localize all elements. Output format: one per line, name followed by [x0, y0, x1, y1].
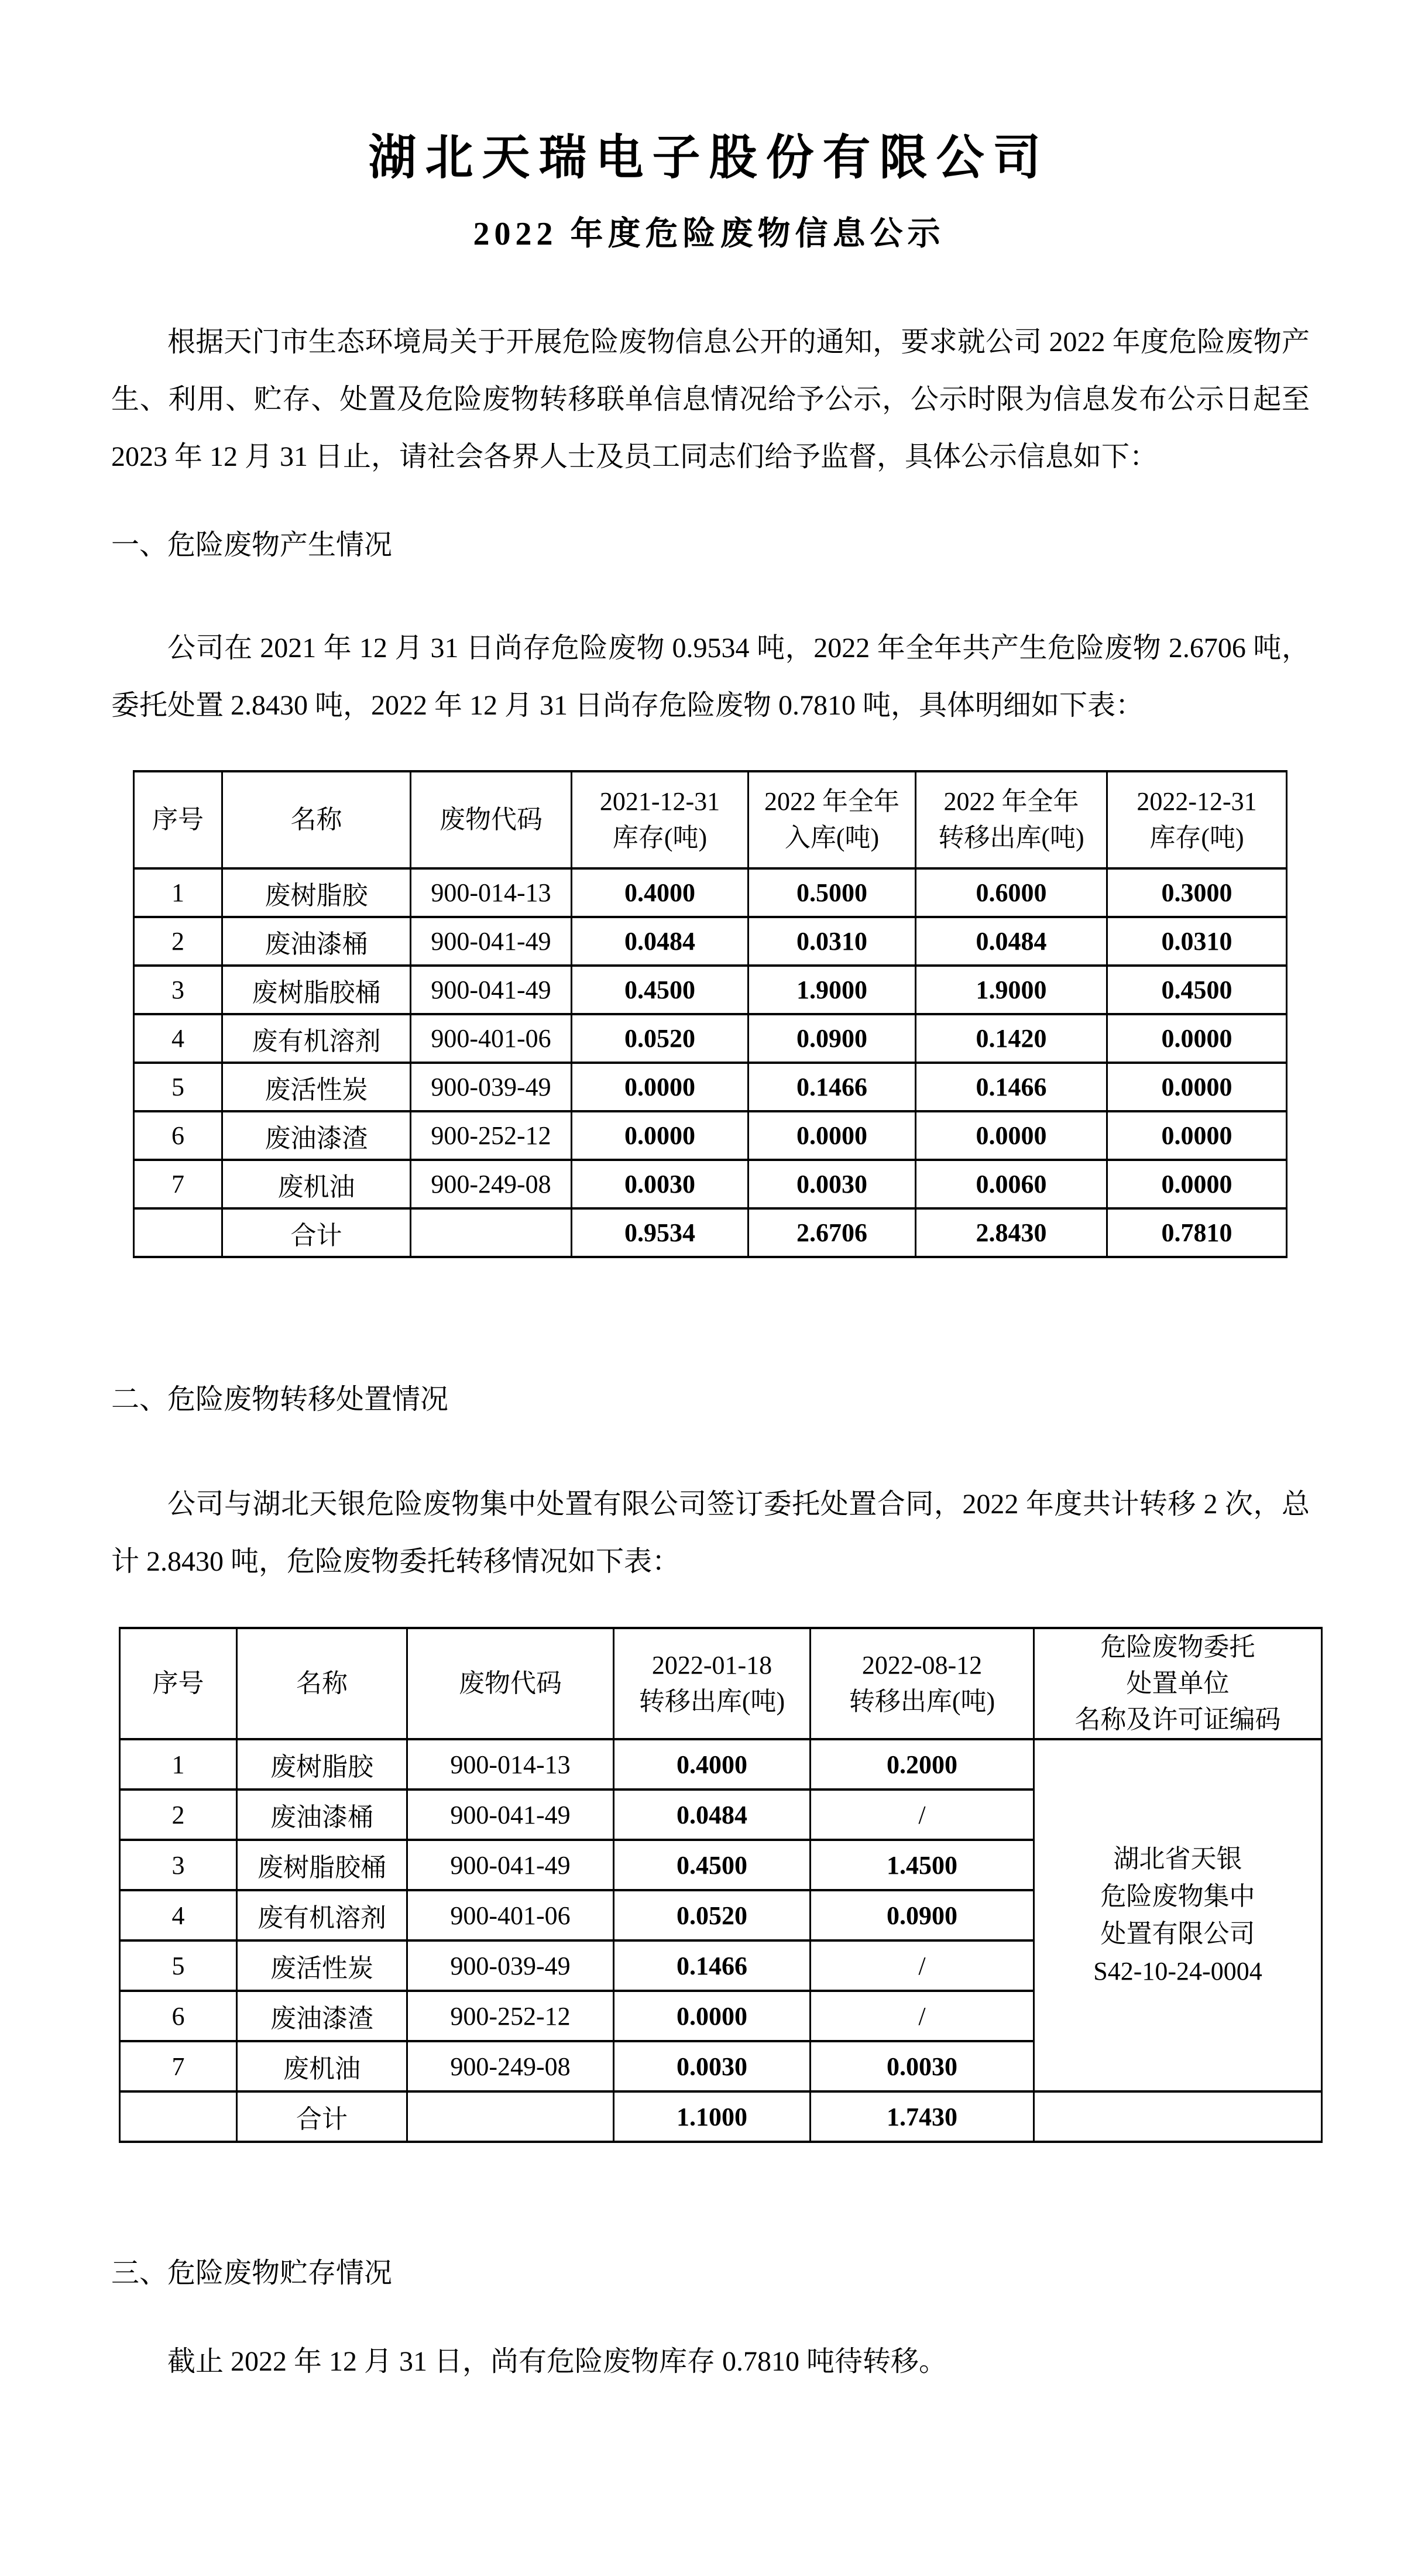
total-value: 2.8430	[916, 1208, 1107, 1257]
cell-name: 废油漆桶	[222, 917, 411, 966]
cell-seq: 7	[134, 1160, 222, 1208]
total-value: 2.6706	[749, 1208, 916, 1257]
cell-seq: 1	[120, 1739, 237, 1790]
cell-value: 0.0520	[572, 1014, 749, 1063]
cell-seq: 6	[134, 1111, 222, 1160]
header-line: 库存(吨)	[1149, 823, 1244, 852]
cell-value: /	[811, 1790, 1034, 1840]
header-line: 名称及许可证编码	[1074, 1705, 1281, 1734]
cell-value: 0.0030	[614, 2041, 811, 2091]
cell-value: 0.0000	[749, 1111, 916, 1160]
cell-value: 0.4500	[572, 966, 749, 1014]
header-line: 废物代码	[459, 1669, 562, 1698]
table-row	[134, 1014, 1287, 1063]
waste-transfer-table	[119, 1627, 1323, 2143]
total-label: 合计	[237, 2091, 407, 2142]
cell-code: 900-249-08	[411, 1160, 572, 1208]
cell-name: 废机油	[222, 1160, 411, 1208]
cell-name: 废树脂胶桶	[222, 966, 411, 1014]
cell-code: 900-041-49	[407, 1790, 614, 1840]
total-value: 1.7430	[811, 2091, 1034, 2142]
cell-value: 0.4000	[572, 868, 749, 917]
header-line: 2021-12-31	[599, 787, 720, 816]
table2-header-transfer-aug	[811, 1628, 1034, 1739]
doc-subtitle: 2022 年度危险废物信息公示	[473, 216, 945, 252]
header-line: 转移出库(吨)	[849, 1687, 995, 1716]
header-line: 名称	[296, 1669, 348, 1698]
section-2-paragraph: 公司与湖北天银危险废物集中处置有限公司签订委托处置合同，2022 年度共计转移 2 次，总计 2.8430 吨，危险废物委托转移情况如下表：	[111, 1489, 1310, 1577]
cell-value: 0.2000	[811, 1739, 1034, 1790]
cell-code: 900-041-49	[411, 966, 572, 1014]
cell-value: 1.4500	[811, 1840, 1034, 1890]
header-line: 序号	[152, 805, 204, 834]
header-line: 废物代码	[440, 805, 543, 834]
cell-name: 废油漆桶	[237, 1790, 407, 1840]
disposal-unit-cell	[1034, 1739, 1322, 2091]
cell-value: 0.0000	[614, 1991, 811, 2041]
cell-seq: 5	[120, 1940, 237, 1991]
cell-value: 0.0900	[749, 1014, 916, 1063]
section-1-heading: 一、危险废物产生情况	[111, 530, 393, 561]
table1-header-row	[134, 771, 1287, 868]
header-line: 2022-08-12	[861, 1651, 983, 1679]
cell-seq: 2	[134, 917, 222, 966]
table2-header-name	[237, 1628, 407, 1739]
cell-name: 废活性炭	[237, 1940, 407, 1991]
cell-code: 900-401-06	[407, 1890, 614, 1940]
cell-name: 废机油	[237, 2041, 407, 2091]
disposal-unit-license: S42-10-24-0004	[1093, 1957, 1262, 1986]
header-line: 2022-12-31	[1137, 787, 1257, 816]
header-line: 2022 年全年	[943, 787, 1079, 816]
cell-value: 0.4500	[614, 1840, 811, 1890]
cell-name: 废有机溶剂	[237, 1890, 407, 1940]
table1-header-inbound-2022	[749, 771, 916, 868]
table-total-row	[134, 1208, 1287, 1257]
cell-seq: 2	[120, 1790, 237, 1840]
table2-header-seq	[120, 1628, 237, 1739]
intro-paragraph: 根据天门市生态环境局关于开展危险废物信息公开的通知，要求就公司 2022 年度危险废物产生、利用、贮存、处置及危险废物转移联单信息情况给予公示，公示时限为信息发布公示日起至 2023 年 12 月 31 日止，请社会各界人士及员工同志们给予监督，具体公示信息如下：	[111, 327, 1310, 472]
cell-name: 废油漆渣	[222, 1111, 411, 1160]
cell-value: 1.9000	[749, 966, 916, 1014]
table1-header-code	[411, 771, 572, 868]
cell-code: 900-249-08	[407, 2041, 614, 2091]
table1-header-stock-2022	[1107, 771, 1287, 868]
table-row	[134, 917, 1287, 966]
table2-header-disposal-unit	[1034, 1628, 1322, 1739]
header-line: 名称	[290, 805, 342, 834]
cell-value: 0.0000	[1107, 1014, 1287, 1063]
cell-value: 0.0520	[614, 1890, 811, 1940]
cell-value: 0.0900	[811, 1890, 1034, 1940]
empty-cell	[1034, 2091, 1322, 2142]
header-line: 2022 年全年	[764, 787, 899, 816]
cell-seq: 5	[134, 1063, 222, 1111]
cell-value: 0.0000	[1107, 1111, 1287, 1160]
header-line: 危险废物委托	[1100, 1633, 1255, 1661]
section-2-heading: 二、危险废物转移处置情况	[111, 1384, 449, 1415]
cell-value: 0.0000	[1107, 1063, 1287, 1111]
cell-code: 900-401-06	[411, 1014, 572, 1063]
cell-seq: 3	[120, 1840, 237, 1890]
total-label: 合计	[222, 1208, 411, 1257]
table-row	[134, 1111, 1287, 1160]
cell-code: 900-014-13	[407, 1739, 614, 1790]
disposal-unit-line: 处置有限公司	[1100, 1919, 1255, 1948]
waste-generation-table	[133, 770, 1287, 1258]
table-row	[134, 1063, 1287, 1111]
section-1-paragraph: 公司在 2021 年 12 月 31 日尚存危险废物 0.9534 吨，2022 年全年共产生危险废物 2.6706 吨，委托处置 2.8430 吨，2022 年 12 月 31 日尚存危险废物 0.7810 吨，具体明细如下表：	[111, 633, 1310, 721]
cell-value: 0.6000	[916, 868, 1107, 917]
table-row	[134, 966, 1287, 1014]
table1-header-seq	[134, 771, 222, 868]
header-line: 转移出库(吨)	[638, 1687, 785, 1716]
cell-value: 0.0030	[749, 1160, 916, 1208]
table1-header-name	[222, 771, 411, 868]
table-row	[120, 1739, 1322, 1790]
cell-value: 0.1466	[749, 1063, 916, 1111]
cell-seq: 4	[134, 1014, 222, 1063]
table1-header-outbound-2022	[916, 771, 1107, 868]
cell-value: 0.0310	[1107, 917, 1287, 966]
cell-value: 0.0060	[916, 1160, 1107, 1208]
cell-value: 0.0030	[811, 2041, 1034, 2091]
cell-seq	[134, 1208, 222, 1257]
cell-code: 900-252-12	[411, 1111, 572, 1160]
disposal-unit-line: 湖北省天银	[1113, 1845, 1242, 1873]
cell-value: 0.0484	[572, 917, 749, 966]
header-line: 处置单位	[1126, 1669, 1230, 1698]
disposal-unit-line: 危险废物集中	[1100, 1882, 1255, 1911]
cell-value: /	[811, 1991, 1034, 2041]
cell-seq: 6	[120, 1991, 237, 2041]
cell-name: 废活性炭	[222, 1063, 411, 1111]
total-value: 1.1000	[614, 2091, 811, 2142]
cell-value: 0.0484	[916, 917, 1107, 966]
cell-value: 0.1466	[916, 1063, 1107, 1111]
cell-code: 900-039-49	[411, 1063, 572, 1111]
cell-seq: 7	[120, 2041, 237, 2091]
cell-seq: 1	[134, 868, 222, 917]
cell-name: 废有机溶剂	[222, 1014, 411, 1063]
table2-header-transfer-jan	[614, 1628, 811, 1739]
cell-value: 0.4500	[1107, 966, 1287, 1014]
cell-seq: 4	[120, 1890, 237, 1940]
cell-value: 0.0030	[572, 1160, 749, 1208]
table-row	[134, 1160, 1287, 1208]
table-total-row	[120, 2091, 1322, 2142]
cell-value: /	[811, 1940, 1034, 1991]
header-line: 库存(吨)	[612, 823, 708, 852]
cell-value: 1.9000	[916, 966, 1107, 1014]
cell-name: 废油漆渣	[237, 1991, 407, 2041]
cell-code: 900-039-49	[407, 1940, 614, 1991]
table2-header-row	[120, 1628, 1322, 1739]
table2-header-code	[407, 1628, 614, 1739]
cell-value: 0.0000	[1107, 1160, 1287, 1208]
cell-name: 废树脂胶	[237, 1739, 407, 1790]
header-line: 入库(吨)	[784, 823, 880, 852]
header-line: 2022-01-18	[651, 1651, 772, 1679]
cell-value: 0.4000	[614, 1739, 811, 1790]
total-value: 0.7810	[1107, 1208, 1287, 1257]
cell-value: 0.1466	[614, 1940, 811, 1991]
cell-code: 900-014-13	[411, 868, 572, 917]
cell-value: 0.5000	[749, 868, 916, 917]
section-3-heading: 三、危险废物贮存情况	[111, 2258, 393, 2289]
table1-header-stock-2021	[572, 771, 749, 868]
cell-code: 900-041-49	[407, 1840, 614, 1890]
header-line: 序号	[152, 1669, 204, 1698]
cell-value: 0.0000	[916, 1111, 1107, 1160]
cell-value: 0.0000	[572, 1063, 749, 1111]
cell-seq: 3	[134, 966, 222, 1014]
cell-name: 废树脂胶桶	[237, 1840, 407, 1890]
cell-value: 0.3000	[1107, 868, 1287, 917]
section-3-paragraph: 截止 2022 年 12 月 31 日，尚有危险废物库存 0.7810 吨待转移。	[167, 2346, 947, 2377]
header-line: 转移出库(吨)	[938, 823, 1084, 852]
cell-code	[407, 2091, 614, 2142]
cell-code: 900-041-49	[411, 917, 572, 966]
cell-value: 0.0000	[572, 1111, 749, 1160]
cell-code: 900-252-12	[407, 1991, 614, 2041]
cell-name: 废树脂胶	[222, 868, 411, 917]
table-row	[134, 868, 1287, 917]
cell-value: 0.0484	[614, 1790, 811, 1840]
cell-code	[411, 1208, 572, 1257]
cell-value: 0.0310	[749, 917, 916, 966]
cell-value: 0.1420	[916, 1014, 1107, 1063]
total-value: 0.9534	[572, 1208, 749, 1257]
doc-title: 湖北天瑞电子股份有限公司	[368, 131, 1050, 184]
cell-seq	[120, 2091, 237, 2142]
